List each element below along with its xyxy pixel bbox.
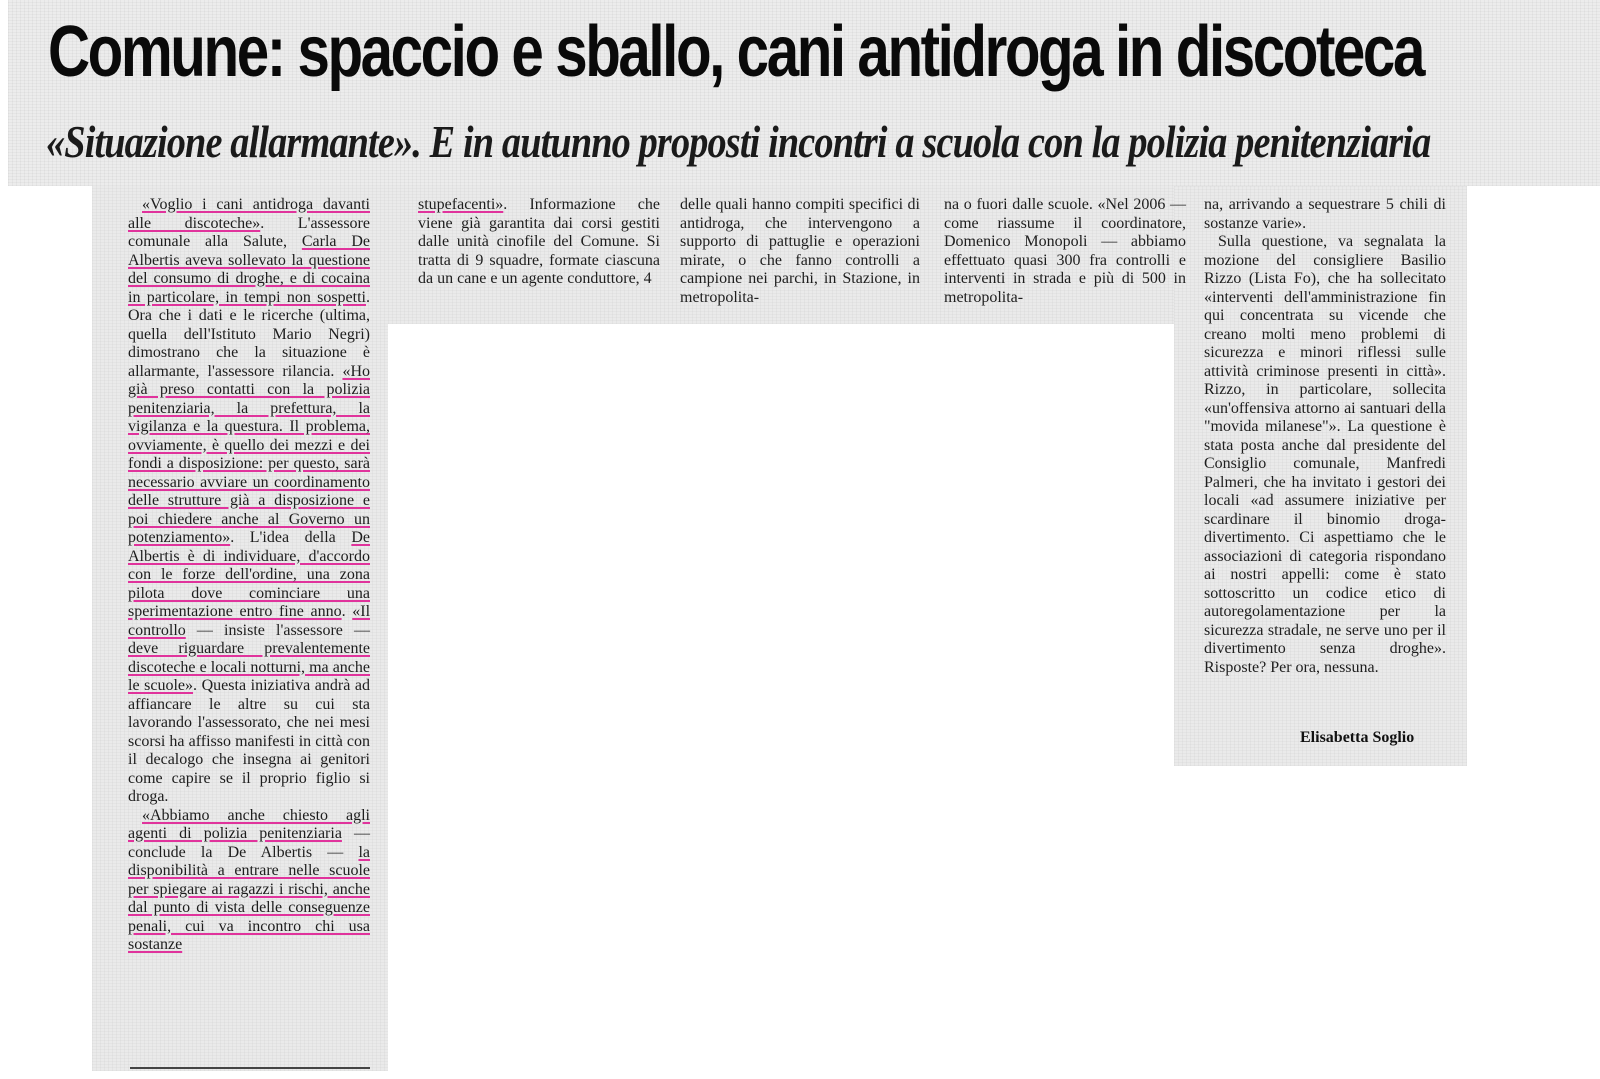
paragraph [128, 807, 370, 955]
article-column-4 [944, 196, 1186, 307]
body-text: . Ora che i dati e le ricerche (ultima, quella dell'Istituto Mario Negri) dimostrano che la situazione è allarmante, l'assessore rilancia. [128, 288, 370, 380]
article-column-3 [680, 196, 920, 307]
highlighted-text: «Voglio i cani antidroga davanti alle discoteche» [128, 196, 370, 232]
subheadline: «Situazione allarmante». E in autunno proposti incontri a scuola con la polizia penitenziaria [46, 117, 1431, 167]
byline: Elisabetta Soglio [1300, 729, 1415, 746]
highlighted-text: «Il controllo [128, 603, 371, 639]
body-text: — insiste l'assessore — [185, 621, 370, 639]
highlighted-text: stupefacenti» [418, 196, 504, 213]
body-text: . L'assessore comunale alla Salute, [128, 214, 370, 250]
column-rule [130, 1067, 370, 1069]
highlighted-text: «Abbiamo anche chiesto agli agenti di polizia penitenziaria [128, 806, 370, 842]
article-column-5 [1204, 196, 1446, 677]
highlighted-text: Carla De Albertis aveva sollevato la questione del consumo di droghe, e di cocaina in particolare, in tempi non sospetti [128, 233, 370, 306]
headline: Comune: spaccio e sballo, cani antidroga in discoteca [48, 12, 1423, 92]
paragraph [128, 196, 370, 807]
paragraph: delle quali hanno compiti specifici di antidroga, che intervengono a supporto di pattuglie e operazioni mirate, o che fanno controlli a campione nei parchi, in Stazione, in metropolita- [680, 196, 920, 306]
body-text: . [341, 603, 353, 620]
body-text: — conclude la De Albertis — [128, 825, 370, 861]
highlighted-text: «Ho già preso contatti con la polizia penitenziaria, la prefettura, la vigilanza e la questura. Il problema, ovviamente, è quello dei mezzi e dei fondi a disposizione: per questo, sarà necessario avviare un coordinamento delle strutture già a disposizione e poi chiedere anche al Governo un potenziamento» [128, 362, 370, 546]
body-text: . L'idea della [230, 529, 352, 546]
paragraph: Sulla questione, va segnalata la mozione del consigliere Basilio Rizzo (Lista Fo), che ha sollecitato «interventi dell'amministrazione fin qui concentrata su vicende che creano molti meno problemi di sicurezza e minori riflessi sulle attività criminose presenti in città». Rizzo, in particolare, sollecita «un'offensiva attorno ai santuari della "movida milanese"». La questione è stata posta anche dal presidente del Consiglio comunale, Manfredi Palmeri, che ha invitato i gestori dei locali «ad assumere iniziative per scardinare il binomio droga-divertimento. Ci aspettiamo che le associazioni di categoria rispondano ai nostri appelli: come è stato sottoscritto un codice etico di autoregolamentazione per la sicurezza stradale, ne serve uno per il divertimento senza droghe». Risposte? Per ora, nessuna. [1204, 233, 1446, 676]
highlighted-text: la disponibilità a entrare nelle scuole per spiegare ai ragazzi i rischi, anche dal punto di vista delle conseguenze penali, cui va incontro chi usa sostanze [128, 843, 370, 953]
highlighted-text: De Albertis è di individuare, d'accordo con le forze dell'ordine, una zona pilota dove cominciare una sperimentazione entro fine anno [128, 529, 370, 620]
article-column-2 [418, 196, 660, 289]
paragraph [418, 196, 660, 289]
paragraph: na, arrivando a sequestrare 5 chili di sostanze varie». [1204, 196, 1446, 232]
article-column-1 [128, 196, 370, 955]
body-text: . Questa iniziativa andrà ad affiancare le altre su cui sta lavorando l'assessorato, che nei mesi scorsi ha affisso manifesti in città con il decalogo che insegna ai genitori come capire se il proprio figlio si droga. [128, 677, 371, 805]
highlighted-text: deve riguardare prevalentemente discoteche e locali notturni, ma anche le scuole» [128, 640, 370, 694]
paragraph: na o fuori dalle scuole. «Nel 2006 — come riassume il coordinatore, Domenico Monopoli — abbiamo effettuato quasi 300 fra controlli e interventi in strada e più di 500 in metropolita- [944, 196, 1186, 306]
body-text: . Informazione che viene già garantita dai corsi gestiti dalle unità cinofile del Comune. Si tratta di 9 squadre, formate ciascuna da un cane e un agente conduttore, 4 [418, 196, 660, 287]
